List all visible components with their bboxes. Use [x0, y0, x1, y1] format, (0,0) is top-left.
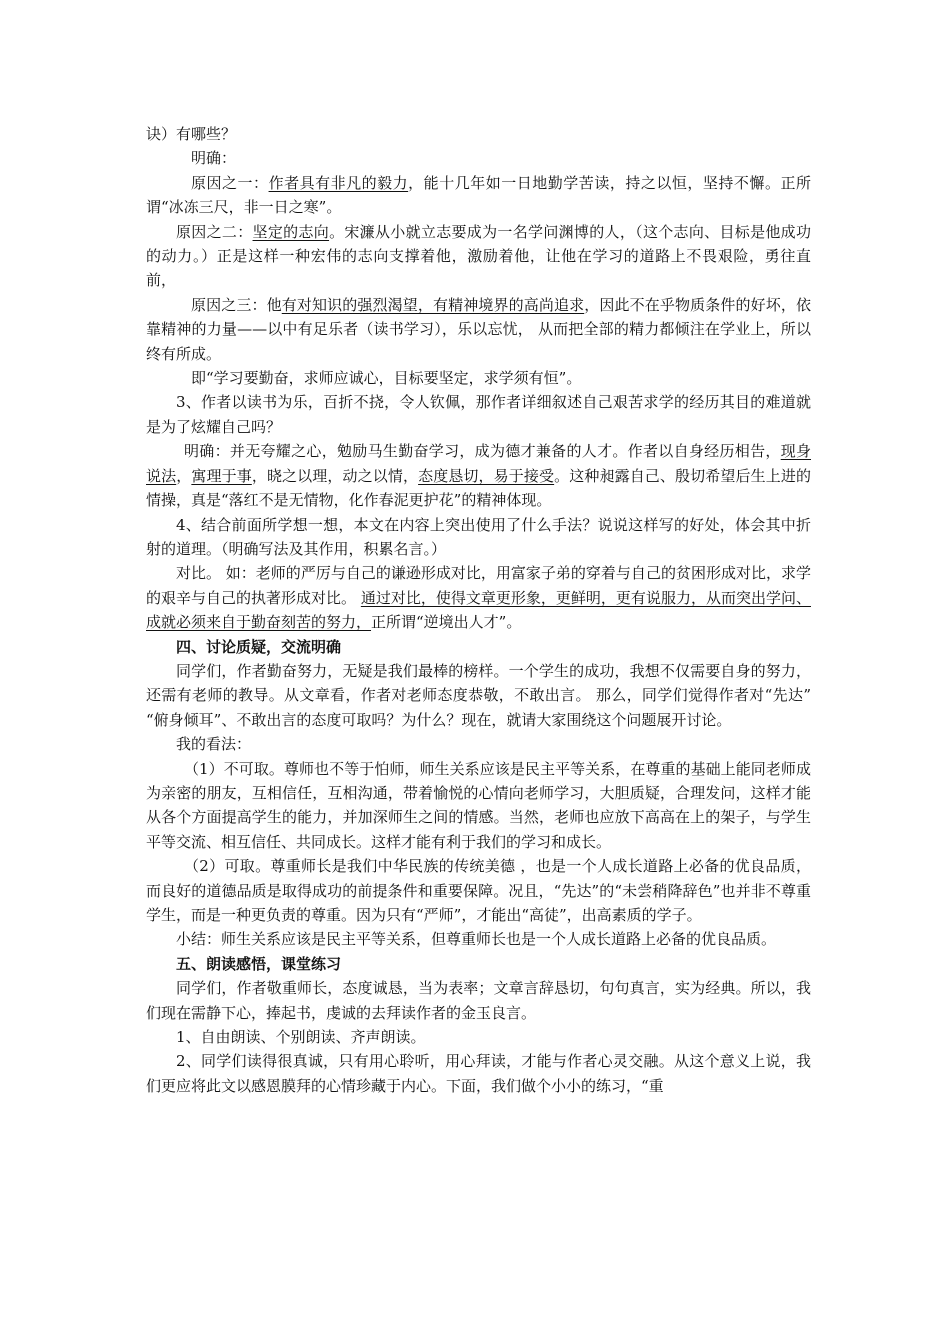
- text-run: （1）不可取。尊师也不等于怕师，师生关系应该是民主平等关系，在尊重的基础上能同老师成为亲密的朋友，互相信任，互相沟通，带着愉悦的心情向老师学习，大胆质疑，合理发问，这样才能从各个方面提高学生的能力，并加深师生之间的情感。当然，老师也应放下高高在上的架子，与学生平等交流、相互信任、共同成长。这样才能有利于我们的学习和成长。: [146, 759, 811, 851]
- text-run: 2、同学们读得很真诚，只有用心聆听，用心拜读，才能与作者心灵交融。从这个意义上说，我们更应将此文以感恩膜拜的心情珍藏于内心。下面，我们做个小小的练习，“重: [146, 1052, 811, 1095]
- paragraph: [146, 659, 811, 732]
- text-run: 对比。 如：老师的严厉与自己的谦逊形成对比，用富家子弟的穿着与自己的贫困形成对比，求学的艰辛与自己的执著形成对比。: [146, 564, 811, 607]
- paragraph: [146, 366, 811, 390]
- paragraph: [146, 513, 811, 562]
- text-run: 1、自由朗读、个别朗读、齐声朗读。: [176, 1028, 426, 1047]
- underlined-text: 坚定的志向: [252, 222, 330, 241]
- paragraph: [146, 171, 811, 220]
- underlined-text: 通过对比，使得文章更形象，更鲜明，更有说服力，从而突出学问、成就必须来自于勤奋刻苦的努力，: [146, 588, 811, 632]
- text-run: ，能十几年如一日地勤学苦读，持之以恒，坚持不懈。正所谓“冰冻三尺，非一日之寒”。: [146, 173, 811, 217]
- text-run: 正所谓“逆境出人才”。: [371, 613, 522, 632]
- paragraph: [146, 854, 811, 927]
- paragraph: [146, 146, 811, 170]
- underlined-text: 态度恳切，易于接受: [418, 466, 555, 485]
- section-heading: [146, 952, 811, 976]
- text-run: 。这种昶露自己、殷切希望后生上进的情操，真是“落红不是无情物，化作春泥更护花”的精神体现。: [146, 466, 811, 510]
- paragraph: [146, 220, 811, 293]
- text-run: ，: [176, 466, 192, 485]
- text-run: 诀）有哪些？: [146, 125, 237, 143]
- text-run: ，晓之以理，动之以情，: [251, 466, 419, 485]
- text-run: 明确：并无夸耀之心，勉励马生勤奋学习，成为德才兼备的人才。作者以自身经历相告，: [184, 442, 781, 461]
- underlined-text: 寓理于事: [191, 466, 252, 485]
- section-heading: [146, 635, 811, 659]
- paragraph: [146, 1049, 811, 1098]
- text-run: 同学们，作者敬重师长，态度诚恳，当为表率；文章言辞恳切，句句真言，实为经典。所以，我们现在需静下心，捧起书，虔诚的去拜读作者的金玉良言。: [146, 979, 811, 1022]
- text-run: 明确：: [191, 149, 237, 168]
- underlined-text: 有对知识的强烈渴望，有精神境界的高尚追求: [281, 295, 585, 314]
- text-run: 五、朗读感悟，课堂练习: [176, 954, 342, 973]
- paragraph: [146, 390, 811, 439]
- text-run: （2）可取。尊重师长是我们中华民族的传统美德 ，也是一个人成长道路上必备的优良品质，而良好的道德品质是取得成功的前提条件和重要保障。况且，“先达”的“未尝稍降辞色”也并非不尊重学生，而是一种更负责的尊重。因为只有“严师”，才能出“高徒”，出高素质的学子。: [146, 857, 811, 924]
- text-run: 原因之三：他: [191, 295, 282, 314]
- paragraph: [146, 439, 811, 512]
- text-run: 原因之一：: [191, 173, 269, 192]
- paragraph: [146, 732, 811, 756]
- underlined-text: 作者具有非凡的毅力: [268, 173, 409, 192]
- text-run: 3、作者以读书为乐，百折不挠，令人钦佩，那作者详细叙述自己艰苦求学的经历其目的难道就是为了炫耀自己吗？: [146, 393, 811, 436]
- paragraph: [146, 757, 811, 855]
- text-run: 原因之二：: [176, 222, 253, 241]
- paragraph: [146, 561, 811, 634]
- document-page: [146, 122, 811, 1098]
- paragraph: [146, 927, 811, 951]
- underlined-text: 现身说法: [146, 442, 811, 485]
- text-run: 同学们，作者勤奋努力，无疑是我们最棒的榜样。一个学生的成功，我想不仅需要自身的努力，还需有老师的教导。从文章看，作者对老师态度恭敬，不敢出言。 那么，同学们觉得作者对“先达” “俯身倾耳”、不敢出言的态度可取吗？为什么？现在，就请大家围绕这个问题展开讨论。: [146, 661, 811, 729]
- text-run: 4、结合前面所学想一想，本文在内容上突出使用了什么手法？说说这样写的好处，体会其中折射的道理。（明确写法及其作用，积累名言。）: [146, 515, 811, 558]
- text-run: ，因此不在乎物质条件的好坏，依靠精神的力量——以中有足乐者（读书学习），乐以忘忧， 从而把全部的精力都倾注在学业上，所以终有所成。: [146, 295, 811, 363]
- paragraph: [146, 976, 811, 1025]
- paragraph: [146, 1025, 811, 1049]
- paragraph: [146, 122, 811, 146]
- paragraph: [146, 293, 811, 366]
- text-run: 小结：师生关系应该是民主平等关系，但尊重师长也是一个人成长道路上必备的优良品质。: [176, 930, 777, 949]
- text-run: 四、讨论质疑，交流明确: [176, 637, 342, 656]
- text-run: 我的看法：: [176, 735, 252, 754]
- text-run: 即“学习要勤奋，求师应诚心，目标要坚定，求学须有恒”。: [191, 369, 582, 388]
- text-run: 。宋濂从小就立志要成为一名学问渊博的人，（这个志向、目标是他成功的动力。）正是这样一种宏伟的志向支撑着他，激励着他，让他在学习的道路上不畏艰险，勇往直前，: [146, 222, 811, 290]
